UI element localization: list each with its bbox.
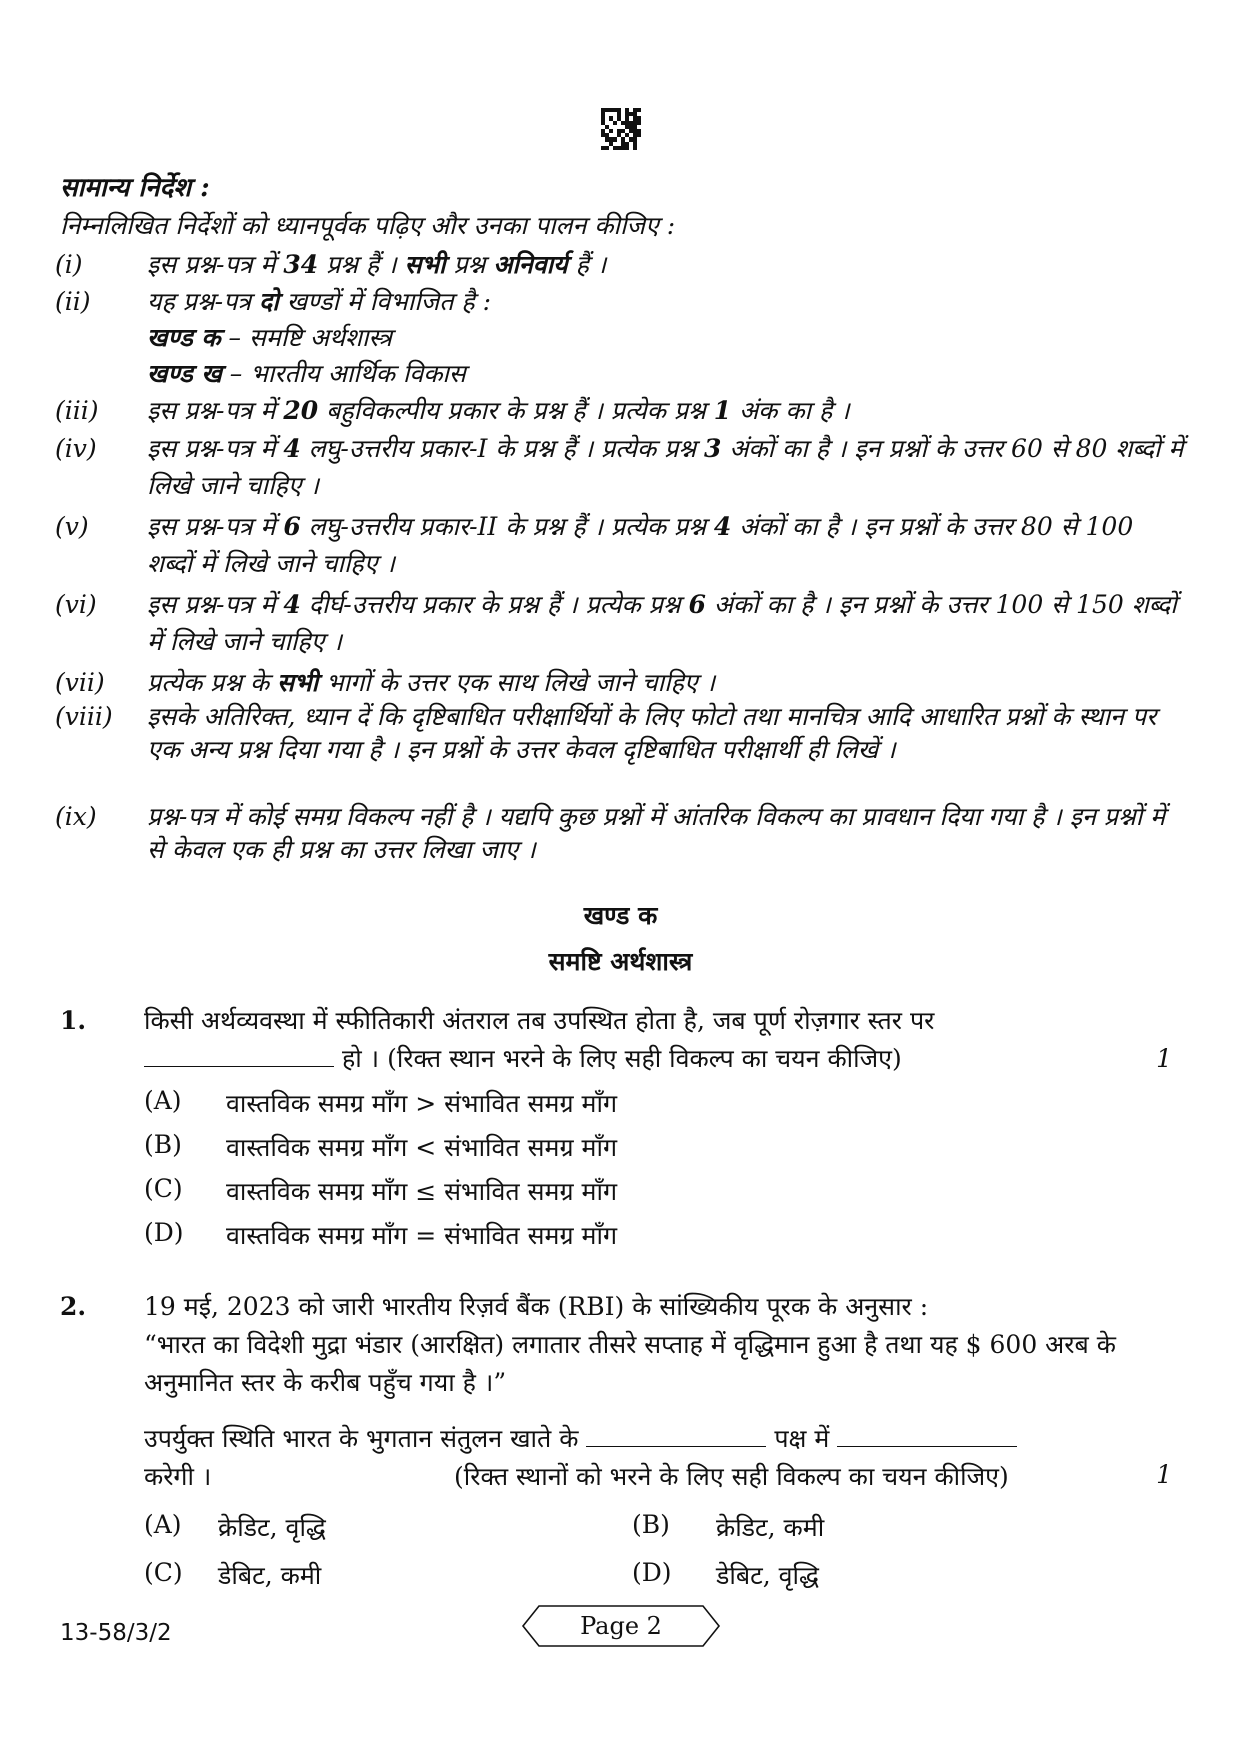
section-b-note: खण्ड ख – भारतीय आर्थिक विकास [147, 359, 466, 388]
fill-blank [586, 1424, 766, 1447]
question-1: 1. किसी अर्थव्यवस्था में स्फीतिकारी अंतराल तब उपस्थित होता है, जब पूर्ण रोज़गार स्तर पर हो । (रिक्त स्थान भरने के लिए सही विकल्प का चयन कीजिए) 1 (A) वास्तविक समग्र माँग > संभावित समग्र माँग (B) वास्तविक समग्र माँग < संभावित समग्र माँग (C) वास्तविक समग्र माँग ≤ संभावित समग्र माँग (D) वास्तविक समग्र माँग = संभावित समग्र माँग [60, 1002, 1190, 1242]
instruction-item: (ix) प्रश्न-पत्र में कोई समग्र विकल्प नहीं है । यद्यपि कुछ प्रश्नों में आंतरिक विकल्प का प्रावधान दिया गया है । इन प्रश्नों में से केवल एक ही प्रश्न का उत्तर लिखा जाए । [55, 802, 1166, 864]
page-number-badge [521, 1600, 721, 1652]
instruction-item: (ii) यह प्रश्न-पत्र दो खण्डों में विभाजित है : [55, 283, 1185, 320]
instruction-item: (vi) इस प्रश्न-पत्र में 4 दीर्घ-उत्तरीय प्रकार के प्रश्न हैं । प्रत्येक प्रश्न 6 अंकों का है । इन प्रश्नों के उत्तर 100 से 150 शब्दों में लिखे जाने चाहिए । [55, 590, 1177, 656]
question-number: 2. [60, 1292, 87, 1321]
question-stem: उपर्युक्त स्थिति भारत के भुगतान संतुलन खाते के पक्ष में करेगी । (रिक्त स्थानों को भरने के लिए सही विकल्प का चयन कीजिए) [144, 1420, 1144, 1496]
instruction-item: (vii) प्रत्येक प्रश्न के सभी भागों के उत्तर एक साथ लिखे जाने चाहिए । [55, 668, 716, 697]
question-text-line2: हो । (रिक्त स्थान भरने के लिए सही विकल्प का चयन कीजिए) [144, 1040, 1134, 1078]
fill-blank [837, 1424, 1017, 1447]
page-number: Page 2 [580, 1612, 662, 1640]
marks: 1 [1156, 1044, 1172, 1073]
instructions-intro: निम्नलिखित निर्देशों को ध्यानपूर्वक पढ़िए और उनका पालन कीजिए : [60, 211, 676, 240]
instruction-item: (viii) इसके अतिरिक्त, ध्यान दें कि दृष्टिबाधित परीक्षार्थियों के लिए फोटो तथा मानचित्र आदि आधारित प्रश्नों के स्थान पर एक अन्य प्रश्न दिया गया है । इन प्रश्नों के उत्तर केवल दृष्टिबाधित परीक्षार्थी ही लिखें । [55, 702, 1157, 764]
instruction-item: (iv) इस प्रश्न-पत्र में 4 लघु-उत्तरीय प्रकार-I के प्रश्न हैं । प्रत्येक प्रश्न 3 अंकों का है । इन प्रश्नों के उत्तर 60 से 80 शब्दों में लिखे जाने चाहिए । [55, 434, 1184, 500]
instruction-number: (i) [55, 250, 83, 279]
instruction-item: (v) इस प्रश्न-पत्र में 6 लघु-उत्तरीय प्रकार-II के प्रश्न हैं । प्रत्येक प्रश्न 4 अंकों का है । इन प्रश्नों के उत्तर 80 से 100 शब्दों में लिखे जाने चाहिए । [55, 512, 1134, 578]
instructions-title: सामान्य निर्देश : [60, 173, 210, 203]
marks: 1 [1156, 1460, 1172, 1489]
paper-code: 13-58/3/2 [60, 1620, 172, 1646]
question-quote: “भारत का विदेशी मुद्रा भंडार (आरक्षित) लगातार तीसरे सप्ताह में वृद्धिमान हुआ है तथा यह $ 600 अरब के अनुमानित स्तर के करीब पहुँच गया है ।” [144, 1330, 1116, 1397]
instruction-item: (i) इस प्रश्न-पत्र में 34 प्रश्न हैं । सभी प्रश्न अनिवार्य हैं । [55, 246, 1185, 283]
fill-blank [144, 1044, 334, 1067]
question-number: 1. [60, 1006, 87, 1035]
section-title: खण्ड क [583, 901, 658, 930]
question-hint: (रिक्त स्थानों को भरने के लिए सही विकल्प का चयन कीजिए) [454, 1462, 1009, 1491]
question-text-line1: 19 मई, 2023 को जारी भारतीय रिज़र्व बैंक (RBI) के सांख्यिकीय पूरक के अनुसार : [144, 1292, 929, 1321]
instruction-item: (iii) इस प्रश्न-पत्र में 20 बहुविकल्पीय प्रकार के प्रश्न हैं । प्रत्येक प्रश्न 1 अंक का है । [55, 396, 850, 425]
question-2: 2. 19 मई, 2023 को जारी भारतीय रिज़र्व बैंक (RBI) के सांख्यिकीय पूरक के अनुसार : “भारत का विदेशी मुद्रा भंडार (आरक्षित) लगातार तीसरे सप्ताह में वृद्धिमान हुआ है तथा यह $ 600 अरब के अनुमानित स्तर के करीब पहुँच गया है ।” उपर्युक्त स्थिति भारत के भुगतान संतुलन खाते के पक्ष में करेगी । (रिक्त स्थानों को भरने के लिए सही विकल्प का चयन कीजिए) 1 (A) क्रेडिट, वृद्धि (B) क्रेडिट, कमी (C) डेबिट, कमी (D) डेबिट, वृद्धि [60, 1288, 1190, 1588]
qr-code [601, 108, 641, 150]
question-text-line1: किसी अर्थव्यवस्था में स्फीतिकारी अंतराल तब उपस्थित होता है, जब पूर्ण रोज़गार स्तर पर [144, 1006, 935, 1035]
section-a-note: खण्ड क – समष्टि अर्थशास्त्र [147, 323, 392, 352]
instruction-number: (ii) [55, 287, 91, 316]
section-subtitle: समष्टि अर्थशास्त्र [548, 947, 693, 976]
